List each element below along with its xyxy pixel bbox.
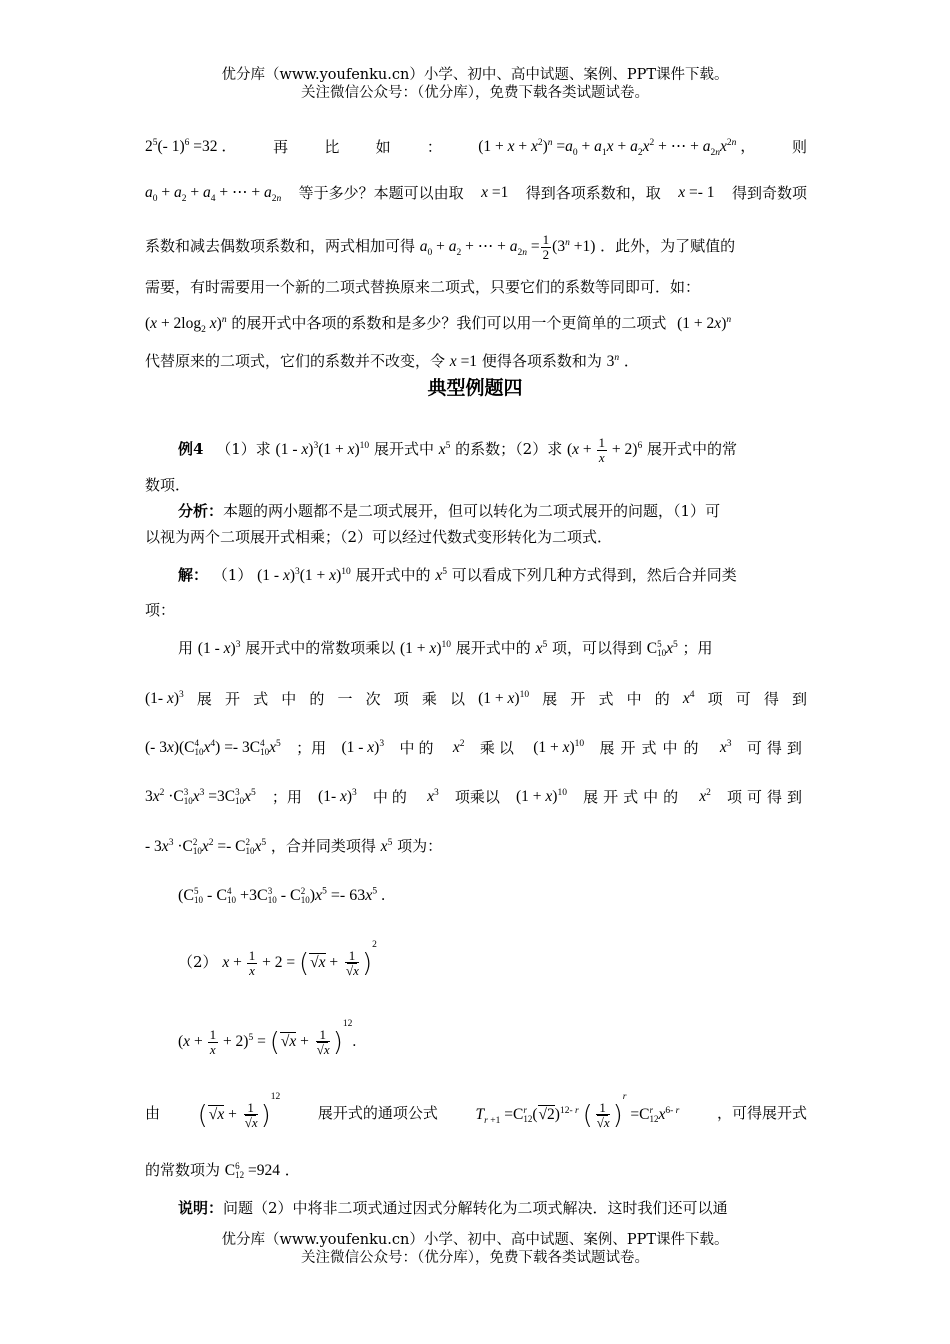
math-expr: $(1 + x)^{10}$ [515,787,567,805]
math-expr: (- 3x)(C 4 10 $x^4) =- 3C$ 4 10 $x^5$ [145,738,281,758]
text-segment: 代替原来的二项式，它们的系数并不改变，令 [145,352,446,370]
math-expr: (1 - x)$^3$ [341,738,385,756]
text-char: 再 [273,138,289,156]
text-segment: 展开式中的 [355,566,431,584]
text-segment: 则 [791,138,807,156]
math-expr: x =1 [481,184,509,201]
intro-line-6 [145,350,807,373]
text-segment: ；用 [682,639,713,657]
math-expr: x + $\frac{1}{x}$ + 2 = (√x + $\frac{1}{√x}$ )$^2$ [222,940,377,979]
math-expr: (C 5 10 - C 4 10 +3C 3 10 - C 2 10 )$x^5 =- 63x^5$ . [178,886,386,906]
note-line [178,1197,807,1219]
text-segment: 由 [145,1104,161,1123]
math-expr: $x^2$ [452,738,465,756]
math-expr: (1- x)$^3$ [145,689,184,707]
example-4-line-2: 数项． [145,476,191,494]
part2-line-1 [178,940,807,979]
general-term-line [145,1092,807,1131]
text-segment: 项为： [397,837,443,855]
math-expr: ($x + 2\log_2$ x)$^n$ [145,314,227,336]
math-expr: $2^5(-$ 1)$^6$ =32 ． [145,137,237,155]
text-segment: 展开式的通项公式 [317,1104,438,1123]
example-label: 例4 [178,440,204,459]
analysis-label: 分析： [178,502,224,520]
text-char: 的 [309,690,325,708]
text-segment: 便得各项系数和为 [481,352,602,370]
text-segment: ；用 [271,788,302,806]
text-segment: 展开式中的 [455,639,531,657]
text-segment: 等于多少？本题可以由取 [298,184,464,202]
solution-line-4 [145,688,807,710]
math-expr: $x^5$ [380,837,393,855]
math-expr: 3$^n$ [606,352,620,370]
text-char: 项 [393,690,409,708]
text-char: ： [426,138,442,156]
constant-term-line [145,1159,807,1182]
text-char: 展 [196,690,212,708]
text-char: 式 [598,690,614,708]
math-expr: $(1 + x + x^2)^n =a_0 + a_1x + a_2x^2$ + ⋯ + $a_{2n}x^{2n}$ ， [478,137,756,159]
math-expr: $(1 - x)^3(1 + x)^{10}$ [257,566,351,584]
text-segment: （1） [212,566,253,584]
page-header [0,66,950,102]
text-char: 中 [281,690,297,708]
math-expr: C 5 10 $x^5$ [646,639,678,659]
text-segment: 项，可以得到 [551,639,642,657]
solution-line-5 [145,737,807,759]
math-expr: $x^4$ [682,689,695,707]
text-segment: 可得到 [746,739,807,757]
math-expr: $x^2$ [699,787,711,805]
section-title: 典型例题四 [427,377,523,399]
text-char: 以 [450,690,466,708]
math-expr: $3x^2 \cdot C$ 3 10 $x^3 =3C$ 3 10 $x^5$ [145,787,256,807]
header-line-1: 优分库（www.youfenku.cn）小学、初中、高中试题、案例、PPT课件下载。 [221,67,729,83]
page-footer [0,1231,950,1267]
text-segment: 得到奇数项 [731,184,807,202]
intro-line-1 [145,136,807,158]
intro-line-3 [145,233,807,262]
math-expr: (x + $\frac{1}{x}$ + 2)$^6$ [566,435,643,465]
text-segment: 展开式中的常 [646,440,737,459]
math-expr: (x + $\frac{1}{x}$ + 2)$^5$ = (√x + $\frac{1}{√x}$ )$^{12}$. [178,1019,357,1058]
text-segment: ． [284,1161,300,1179]
note-label: 说明： [178,1199,224,1217]
math-expr: x =- 1 [678,184,715,201]
header-line-2: 关注微信公众号：（优分库），免费下载各类试题试卷。 [301,85,649,101]
text-segment: ． [623,352,639,370]
text-segment: 的系数；（2）求 [455,440,563,459]
text-segment: ，可得展开式 [716,1104,807,1123]
text-char: 如 [375,138,391,156]
text-char: 次 [365,690,381,708]
solution-label: 解： [178,566,209,584]
text-segment: 得到各项系数和，取 [525,184,661,202]
text-char: 的 [654,690,670,708]
math-expr: $x^5$ [535,639,548,657]
text-segment: 中的 [399,739,438,757]
math-expr: $x^3$ [427,787,439,805]
intro-line-2 [145,182,807,204]
math-expr: (1 - x)$^3$ [197,639,241,657]
solution-line-3 [178,637,807,660]
text-char: 比 [324,138,340,156]
solution-line-2: 项： [145,601,176,619]
math-expr: x =1 [449,353,478,370]
text-char: 项 [707,690,723,708]
text-segment: 中的 [372,788,411,806]
text-segment: （1）求 [216,440,271,459]
text-segment: 项乘以 [454,788,500,806]
analysis-line-1 [178,500,807,522]
solution-line-7 [145,835,807,858]
solution-line-1 [178,564,807,587]
math-expr: $(1 + x)^{10}$ [400,639,451,657]
math-expr: (1- x)$^3$ [318,787,357,805]
text-segment: 系数和减去偶数项系数和，两式相加可得 [145,237,416,256]
text-char: 乘 [421,690,437,708]
intro-line-4: 需要，有时需要用一个新的二项式替换原来二项式，只要它们的系数等同即可．如： [145,278,701,296]
text-char: 可 [735,690,751,708]
text-segment: 展开式中的 [583,788,684,806]
math-expr: - $3x^3 \cdot C$ 2 10 $x^2 =- C$ 2 10 $x^5$ [145,837,267,857]
footer-line-1: 优分库（www.youfenku.cn）小学、初中、高中试题、案例、PPT课件下载。 [221,1232,729,1248]
math-expr: $x^5$ [438,440,451,459]
footer-line-2: 关注微信公众号：（优分库），免费下载各类试题试卷。 [301,1250,649,1266]
text-char: 展 [542,690,558,708]
solution-result [178,884,807,907]
solution-line-6 [145,786,807,808]
math-expr: $a_0 + a_2$ + ⋯ + $a_{2n}$ = $\frac{1}{2}$ $(3^n +1)$ [419,232,596,262]
text-segment: ；用 [296,739,327,757]
text-segment: ．此外，为了赋值的 [600,237,736,256]
text-segment: ，合并同类项得 [270,837,376,855]
analysis-line-2: 以视为两个二项展开式相乘；（2）可以经过代数式变形转化为二项式． [145,528,613,546]
text-segment: 问题（2）中将非二项式通过因式分解转化为二项式解决．这时我们还可以通 [223,1199,728,1217]
text-segment: 的常数项为 [145,1161,221,1179]
text-char: 中 [626,690,642,708]
text-segment: 项可得到 [726,788,807,806]
text-segment: 的展开式中各项的系数和是多少？我们可以用一个更简单的二项式 [231,314,667,332]
math-expr: $x^3$ [719,738,732,756]
text-segment: 乘以 [479,739,518,757]
math-expr: $(1 + 2x)^n$ [677,314,732,332]
text-char: 得 [763,690,779,708]
text-char: 开 [225,690,241,708]
text-segment: （2） [178,953,218,971]
text-segment: 展开式中 [373,440,434,459]
text-segment: 可以看成下列几种方式得到，然后合并同类 [451,566,737,584]
math-expr: $x^5$ [435,566,447,584]
text-segment: 用 [178,639,194,657]
part2-line-2 [178,1019,807,1058]
text-segment: 本题的两小题都不是二项式展开，但可以转化为二项式展开的问题，（1）可 [223,502,721,520]
text-segment: 展开式中的常数项乘以 [245,639,396,657]
math-expr: $a_0 + a_2 + a_4$ + ⋯ + $a_{2n}$ [145,184,282,205]
text-char: 到 [791,690,807,708]
math-expr: $(1 + x)^{10}$ [478,689,530,707]
example-4-line-1 [178,436,807,465]
text-char: 开 [570,690,586,708]
text-char: 式 [253,690,269,708]
math-expr: $(1 - x)^3(1 + x)^{10}$ [275,440,370,459]
math-expr: C 6 12 =924 [224,1161,281,1181]
text-char: 一 [337,690,353,708]
math-expr: (√x + $\frac{1}{√x}$ )$^{12}$ [197,1092,281,1131]
text-segment: 展开式中的 [599,739,705,757]
intro-line-5 [145,312,807,335]
math-expr: $T_{r +1} =C$ r 12 $(√2)^{12- r}$ ( $\frac{1}{√x}$ )$^r$ =C r 12 $x^{6- r}$ [475,1092,680,1131]
math-expr: $(1 + x)^{10}$ [533,738,585,756]
